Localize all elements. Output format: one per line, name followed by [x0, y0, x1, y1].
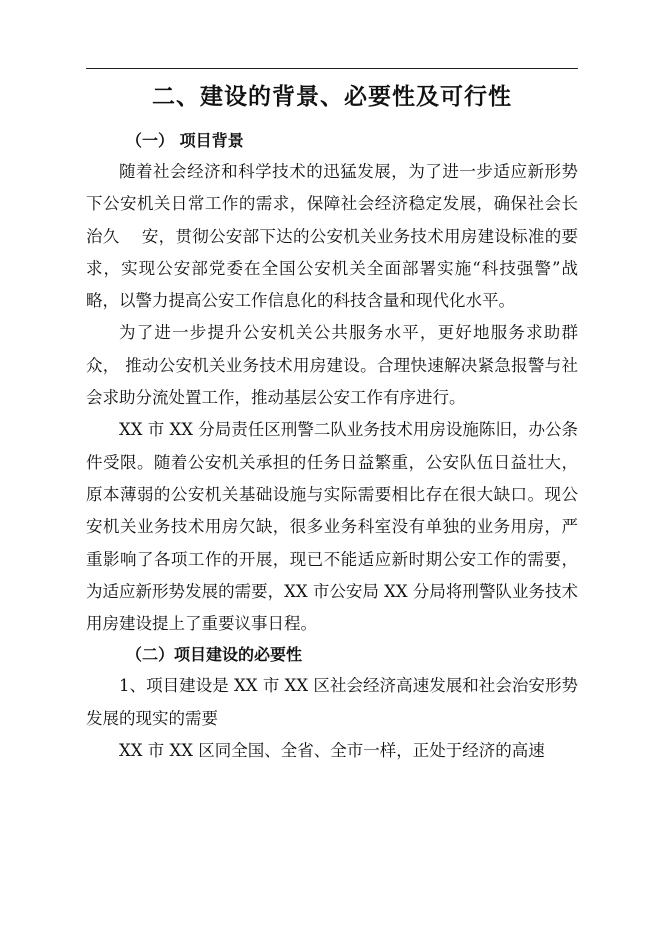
- header-rule: [86, 68, 578, 69]
- paragraph: 为了进一步提升公安机关公共服务水平，更好地服务求助群众， 推动公安机关业务技术用房建设。合理快速解决紧急报警与社会求助分流处置工作，推动基层公安工作有序进行。: [86, 323, 578, 408]
- paragraph: 1、项目建设是 XX 市 XX 区社会经济高速发展和社会治安形势发展的现实的需要: [86, 676, 578, 728]
- section-heading-background: （一） 项目背景: [126, 131, 244, 150]
- paragraph: 随着社会经济和科学技术的迅猛发展，为了进一步适应新形势下公安机关日常工作的需求，保障社会经济稳定发展，确保社会长治久 安，贯彻公安部下达的公安机关业务技术用房建设标准的要求，实现公安部党委在全国公安机关全面部署实施“科技强警”战略，以警力提高公安工作信息化的科技含量和现代化水平。: [86, 162, 578, 311]
- chapter-title: 二、建设的背景、必要性及可行性: [152, 84, 512, 110]
- document-body: [86, 78, 578, 767]
- paragraph: XX 市 XX 区同全国、全省、全市一样，正处于经济的高速: [119, 741, 545, 761]
- paragraph: XX 市 XX 分局责任区刑警二队业务技术用房设施陈旧，办公条件受限。随着公安机关承担的任务日益繁重，公安队伍日益壮大，原本薄弱的公安机关基础设施与实际需要相比存在很大缺口。现公安机关业务技术用房欠缺，很多业务科室没有单独的业务用房，严重影响了各项工作的开展，现已不能适应新时期公安工作的需要，为适应新形势发展的需要，XX 市公安局 XX 分局将刑警队业务技术用房建设提上了重要议事日程。: [86, 420, 578, 634]
- section-heading-necessity: （二）项目建设的必要性: [126, 645, 303, 665]
